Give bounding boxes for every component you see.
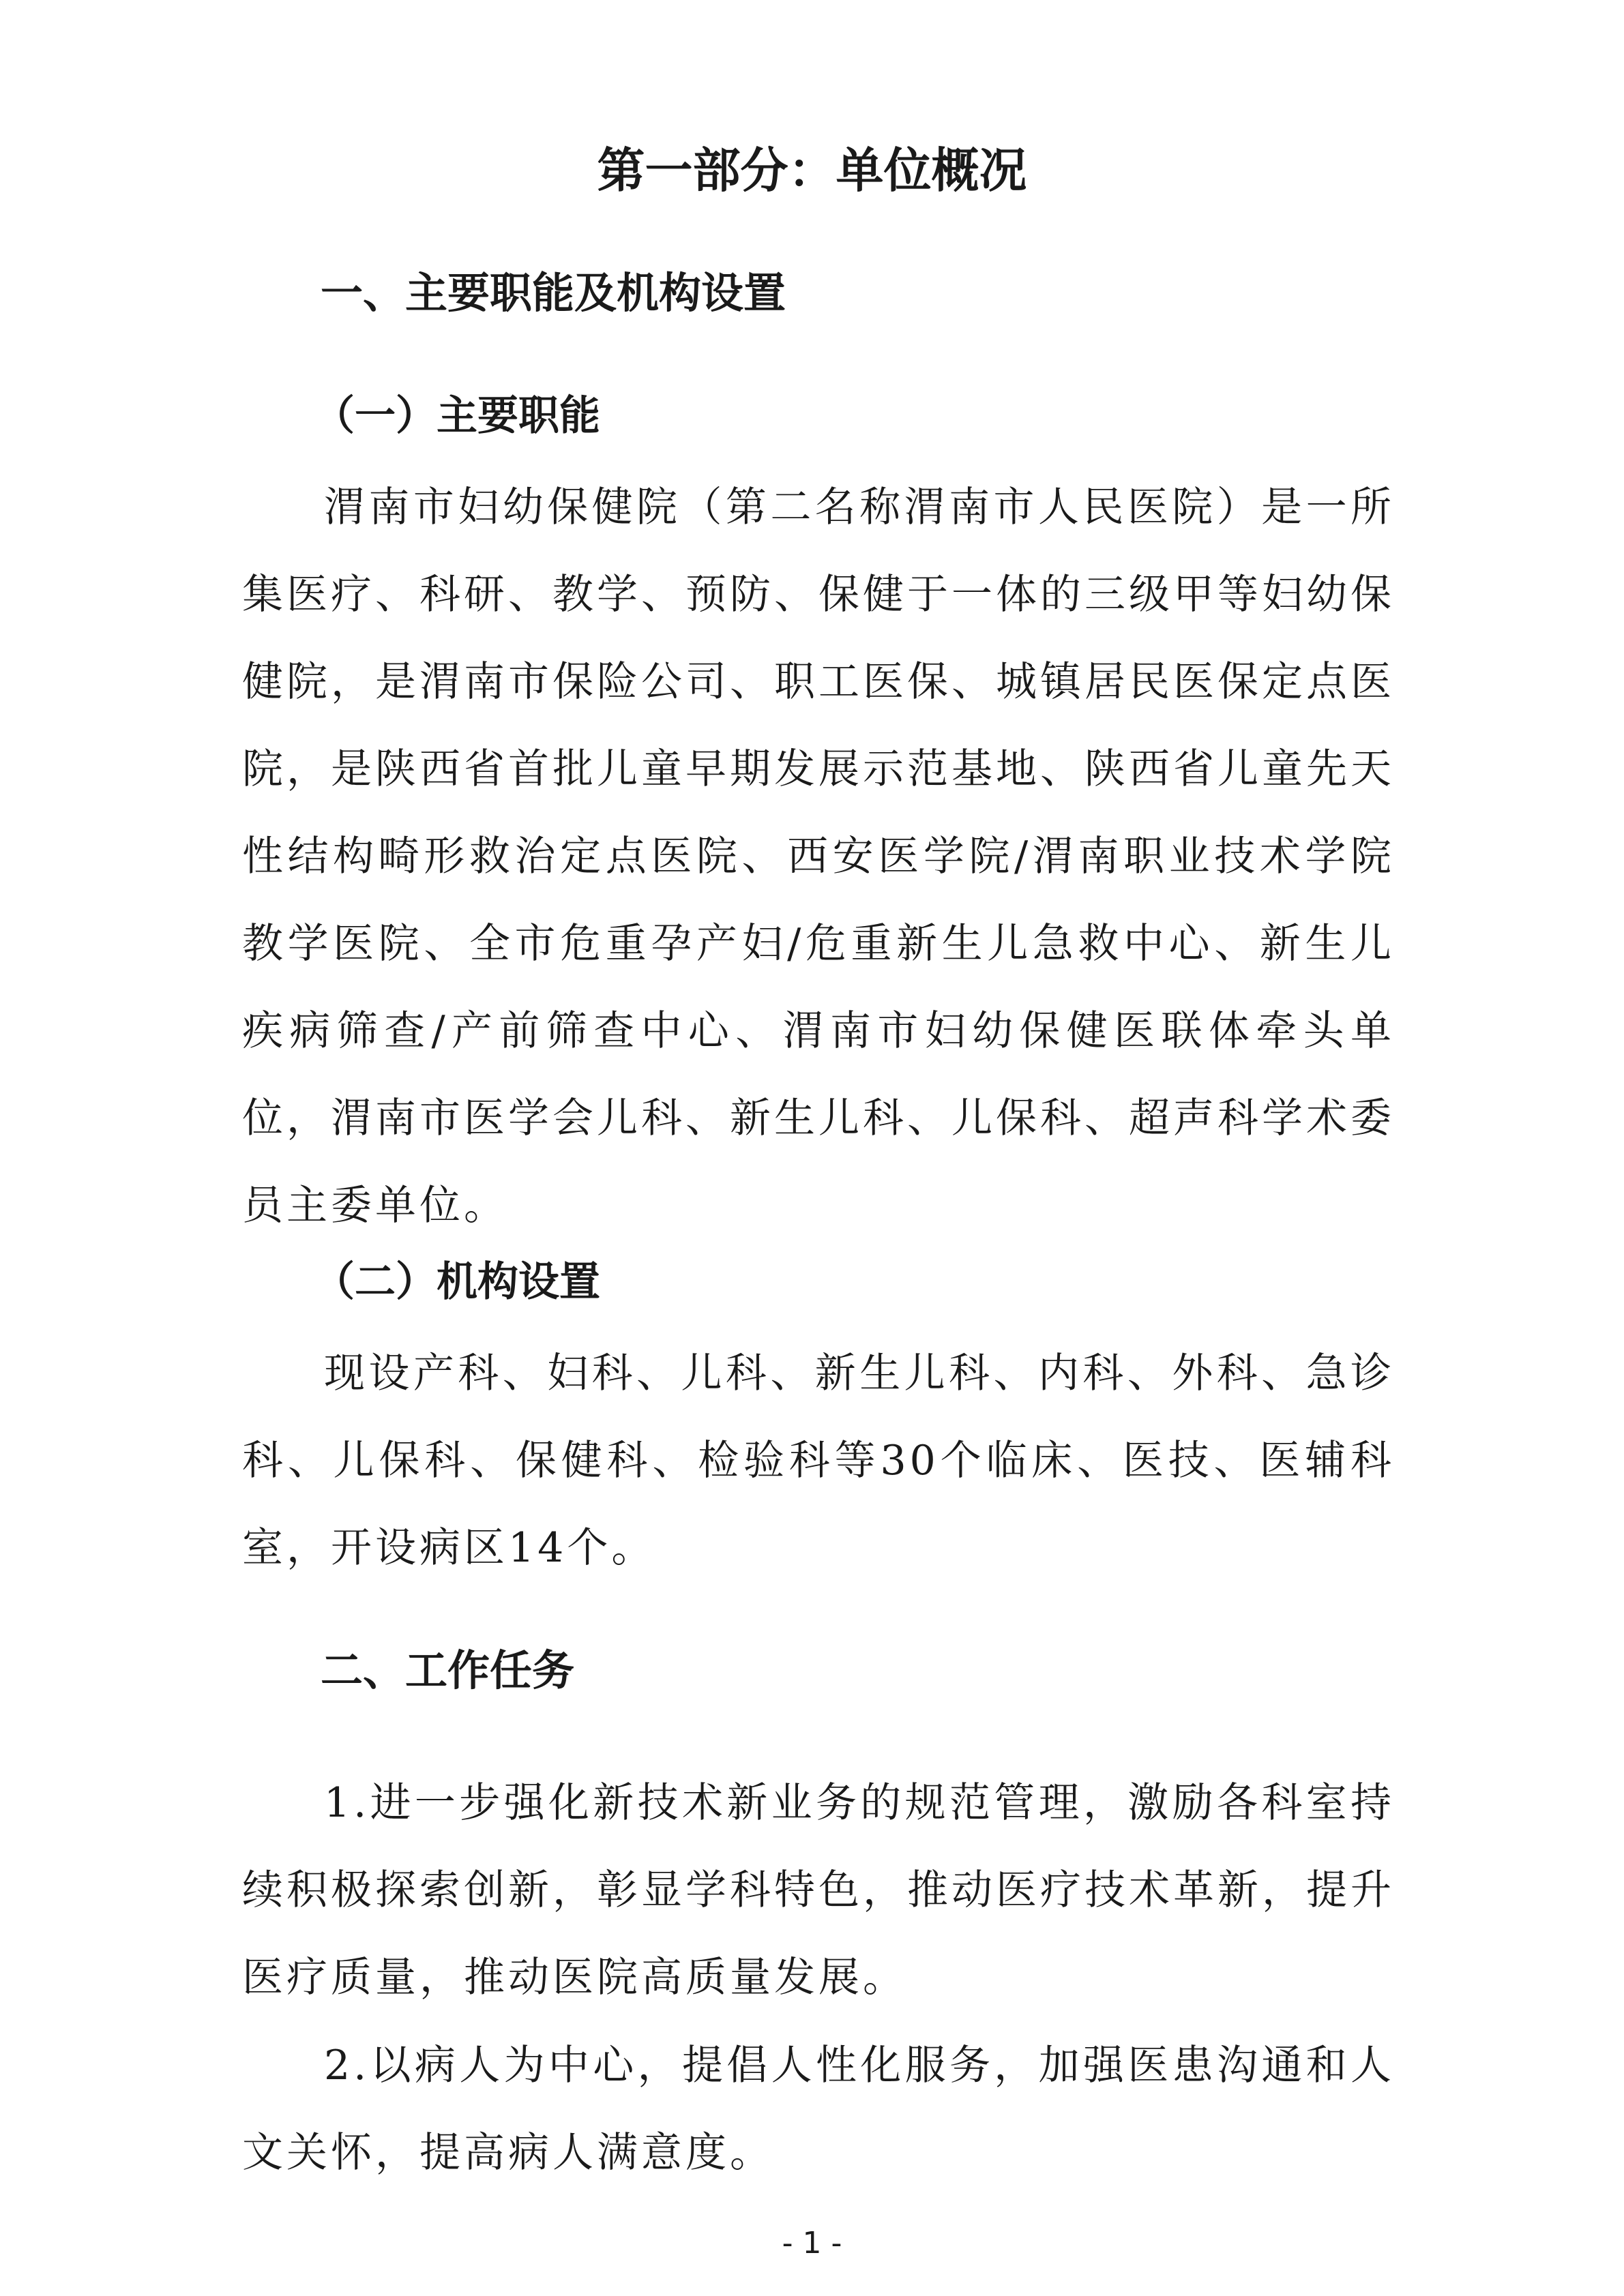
page-title: 第一部分：单位概况 xyxy=(597,143,1027,198)
sub-heading-main-functions: （一）主要职能 xyxy=(314,392,600,440)
paragraph-main-functions: 渭南市妇幼保健院（第二名称渭南市人民医院）是一所集医疗、科研、教学、预防、保健于一体的三级甲等妇幼保健院，是渭南市保险公司、职工医保、城镇居民医保定点医院，是陕西省首批儿童早期发展示范基地、陕西省儿童先天性结构畸形救治定点医院、西安医学院/渭南职业技术学院教学医院、全市危重孕产妇/危重新生儿急救中心、新生儿疾病筛查/产前筛查中心、渭南市妇幼保健医联体牵头单位，渭南市医学会儿科、新生儿科、儿保科、超声科学术委员主委单位。 xyxy=(242,483,1395,1229)
task-item: 2.以病人为中心，提倡人性化服务，加强医患沟通和人文关怀，提高病人满意度。 xyxy=(242,2042,1395,2177)
page-number: - 1 - xyxy=(782,2226,842,2261)
paragraph-organization: 现设产科、妇科、儿科、新生儿科、内科、外科、急诊科、儿保科、保健科、检验科等30个临床、医技、医辅科室，开设病区14个。 xyxy=(242,1350,1395,1572)
section-heading-tasks: 二、工作任务 xyxy=(321,1645,575,1695)
task-item: 1.进一步强化新技术新业务的规范管理，激励各科室持续积极探索创新，彰显学科特色，推动医疗技术革新，提升医疗质量，推动医院高质量发展。 xyxy=(242,1779,1395,2001)
section-heading-functions: 一、主要职能及机构设置 xyxy=(321,268,786,318)
sub-heading-organization: （二）机构设置 xyxy=(314,1258,600,1306)
